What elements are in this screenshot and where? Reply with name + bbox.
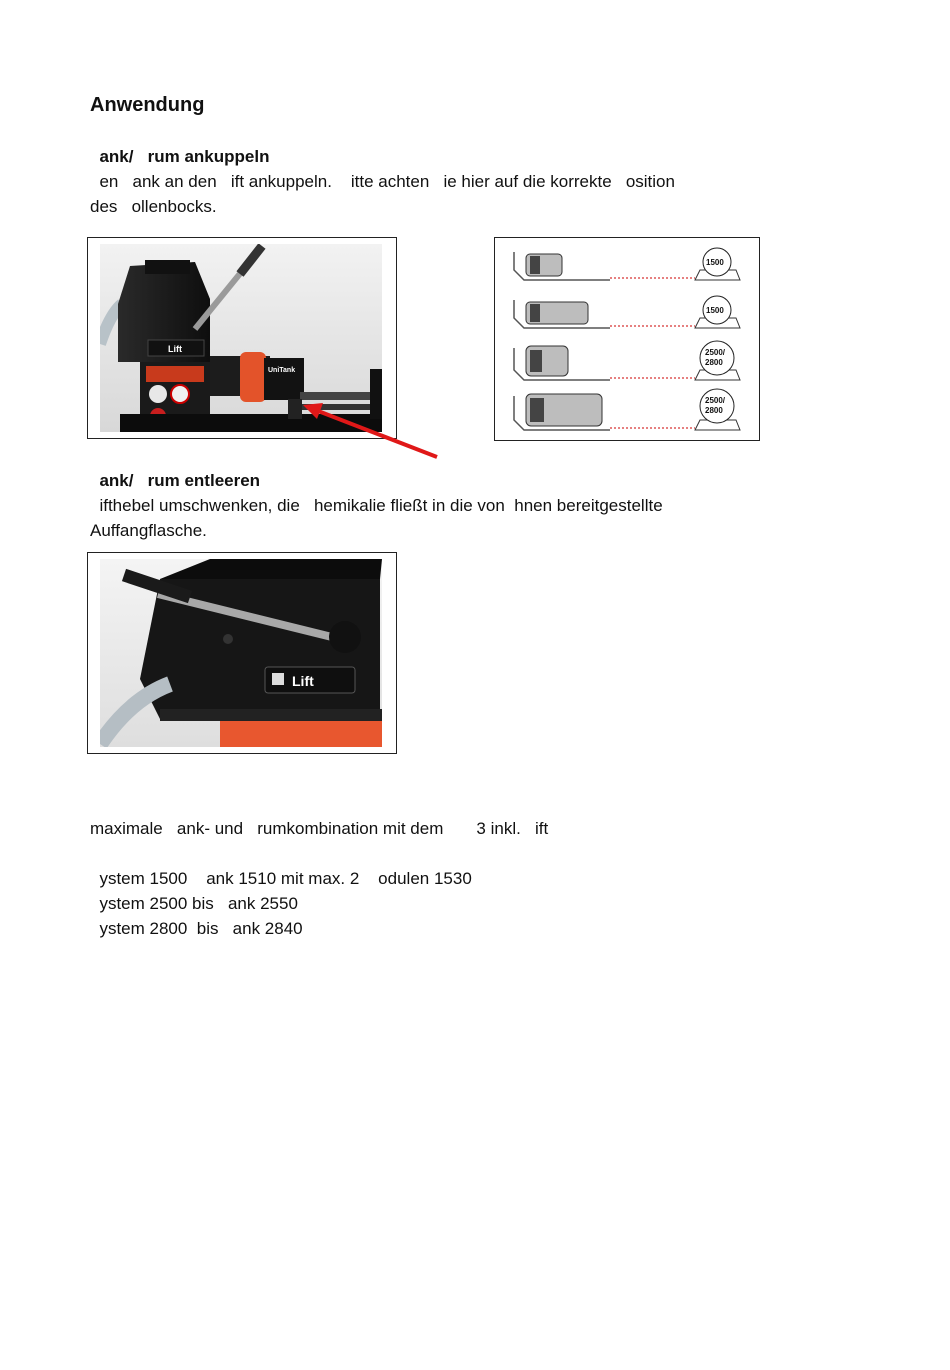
diagram-roller-positions bbox=[500, 242, 752, 436]
section-text-couple-line-1: en ank an den ift ankuppeln. itte achten ie hier auf die korrekte osition bbox=[90, 172, 675, 191]
diagram-row-3 bbox=[514, 341, 740, 380]
combo-intro: maximale ank- und rumkombination mit dem 3 inkl. ift bbox=[90, 819, 549, 838]
combo-item-1: ystem 1500 ank 1510 mit max. 2 odulen 1530 bbox=[90, 869, 472, 888]
photo1-lift-logo: Lift bbox=[168, 344, 182, 354]
diagram-row-2 bbox=[514, 296, 740, 328]
photo1-brand-label: UniTank bbox=[268, 367, 296, 374]
section-text-empty-line-2: Auffangflasche. bbox=[90, 521, 207, 540]
diagram-row-1-label: 1500 bbox=[706, 258, 724, 267]
diagram-row-4-label-2: 2800 bbox=[705, 406, 723, 415]
diagram-row-2-label: 1500 bbox=[706, 306, 724, 315]
photo2-lift-logo: Lift bbox=[292, 673, 314, 689]
photo-emptying bbox=[100, 559, 382, 747]
page-title: Anwendung bbox=[90, 94, 205, 116]
combo-item-3: ystem 2800 bis ank 2840 bbox=[90, 919, 303, 938]
diagram-row-4 bbox=[514, 389, 740, 430]
section-title-empty: ank/ rum entleeren bbox=[90, 471, 261, 490]
diagram-row-4-label-1: 2500/ bbox=[705, 396, 726, 405]
section-title-couple: ank/ rum ankuppeln bbox=[90, 147, 270, 166]
pointer-arrow bbox=[295, 395, 445, 465]
diagram-row-1 bbox=[514, 248, 740, 280]
section-text-empty-line-1: ifthebel umschwenken, die hemikalie fließt in die von hnen bereitgestellte bbox=[90, 496, 663, 515]
combo-item-2: ystem 2500 bis ank 2550 bbox=[90, 894, 298, 913]
diagram-row-3-label-1: 2500/ bbox=[705, 348, 726, 357]
diagram-row-3-label-2: 2800 bbox=[705, 358, 723, 367]
section-text-couple-line-2: des ollenbocks. bbox=[90, 197, 217, 216]
